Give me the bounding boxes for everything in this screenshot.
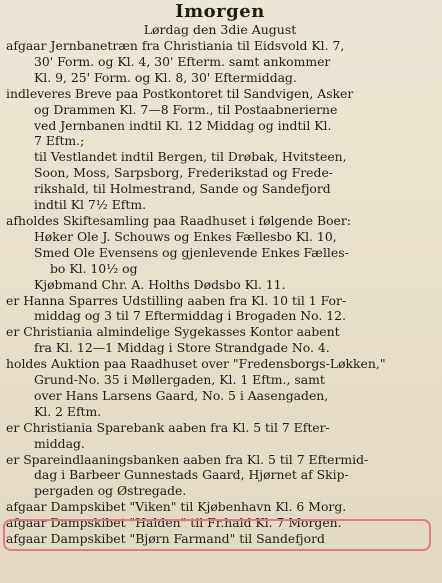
entry-line: Smed Ole Evensens og gjenlevende Enkes Fælles- [34, 244, 349, 260]
entry-line: Kjøbmand Chr. A. Holths Dødsbo Kl. 11. [34, 276, 286, 292]
entry-line: dag i Barbeer Gunnestads Gaard, Hjørnet af Skip- [34, 467, 349, 483]
entry-deposit-bank [6, 452, 434, 500]
entry-exhibition [6, 293, 434, 325]
entry-line: ved Jernbanen indtil Kl. 12 Middag og indtil Kl. [34, 117, 332, 133]
entry-steamer-bjorn-farmand [6, 531, 434, 547]
entry-line: er Christiania Sparebank aaben fra Kl. 5 til 7 Efter- [6, 419, 330, 435]
entry-line: Grund-No. 35 i Møllergaden, Kl. 1 Eftm., samt [34, 372, 325, 388]
entry-line: pergaden og Østregade. [34, 483, 187, 499]
entry-line: holdes Auktion paa Raadhuset over "Fredensborgs-Løkken," [6, 356, 386, 372]
entry-line: afgaar Dampskibet "Viken" til Kjøbenhavn Kl. 6 Morg. [6, 499, 347, 515]
entry-line: er Spareindlaaningsbanken aaben fra Kl. 5 til 7 Eftermid- [6, 451, 369, 467]
column-title: Imorgen [175, 1, 265, 22]
entry-line: er Hanna Sparres Udstilling aaben fra Kl. 10 til 1 For- [6, 292, 347, 308]
entry-line: og Drammen Kl. 7—8 Form., til Postaabnerierne [34, 101, 338, 117]
entry-line: indleveres Breve paa Postkontoret til Sandvigen, Asker [6, 85, 354, 101]
entry-steamer-halden [6, 515, 434, 531]
column-date: Lørdag den 3die August [143, 22, 297, 37]
entry-sickness-fund [6, 324, 434, 356]
entry-line: til Vestlandet indtil Bergen, til Drøbak, Hvitsteen, [34, 149, 347, 165]
entry-savings-bank [6, 420, 434, 452]
entry-post-letters [6, 86, 434, 213]
entry-line: 7 Eftm.; [34, 133, 85, 149]
entry-estate-meeting [6, 213, 434, 293]
entry-line: bo Kl. 10½ og [50, 260, 138, 276]
entry-line: Høker Ole J. Schouws og Enkes Fællesbo Kl. 10, [34, 228, 337, 244]
entry-line: middag. [34, 435, 85, 451]
entry-line: over Hans Larsens Gaard, No. 5 i Aasengaden, [34, 387, 329, 403]
entry-line: er Christiania almindelige Sygekasses Kontor aabent [6, 324, 340, 340]
entry-line: afgaar Dampskibet "Halden" til Fr.hald Kl. 7 Morgen. [6, 515, 342, 531]
entry-line: fra Kl. 12—1 Middag i Store Strandgade No. 4. [34, 340, 330, 356]
entry-line: rikshald, til Holmestrand, Sande og Sandefjord [34, 181, 331, 197]
entry-line: Kl. 9, 25' Form. og Kl. 8, 30' Eftermiddag. [34, 69, 297, 85]
entry-line: afholdes Skiftesamling paa Raadhuset i følgende Boer: [6, 212, 351, 228]
entry-line: Soon, Moss, Sarpsborg, Frederikstad og Frede- [34, 165, 333, 181]
entry-line: afgaar Jernbanetræn fra Christiania til Eidsvold Kl. 7, [6, 38, 345, 53]
entry-line: afgaar Dampskibet "Bjørn Farmand" til Sandefjord [6, 531, 325, 547]
entry-line: 30' Form. og Kl. 4, 30' Efterm. samt ankommer [34, 53, 331, 69]
entry-line: Kl. 2 Eftm. [34, 403, 102, 419]
entry-steamer-viken [6, 499, 434, 515]
entry-auction [6, 356, 434, 420]
entry-line: middag og 3 til 7 Eftermiddag i Brogaden No. 12. [34, 308, 346, 324]
entry-line: indtil Kl 7½ Eftm. [34, 197, 147, 213]
entry-train-eidsvold [6, 38, 434, 86]
